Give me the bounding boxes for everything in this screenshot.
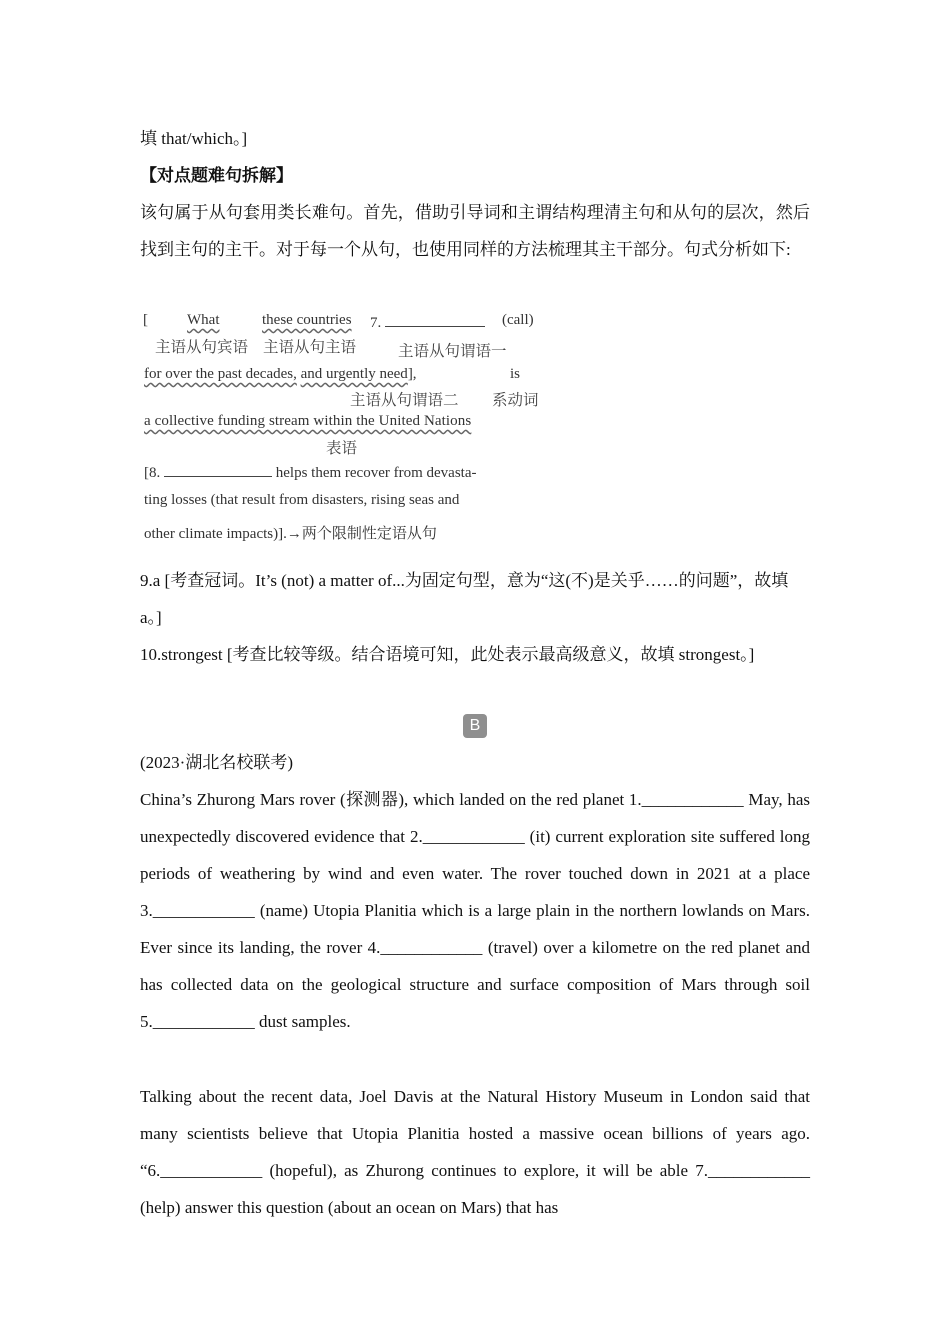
label-subject-clause-subject: 主语从句主语 <box>263 339 357 356</box>
answer-10: 10.strongest [考查比较等级。结合语境可知，此处表示最高级意义，故填 strongest。] <box>140 645 755 664</box>
section-heading: 【对点题难句拆解】 <box>140 166 293 185</box>
diagram-bracket-open: [ <box>143 312 148 328</box>
diagram-is: is <box>510 366 521 382</box>
label-predicative: 表语 <box>326 440 358 457</box>
passage-paragraph-1: China’s Zhurong Mars rover (探测器), which landed on the red planet 1.____________ May, has unexpectedly discovered evidence that 2.____________ (it) current exploration site suffered long periods of weathering by wind and even water. The rover touched down in 2021 at a place 3.____________ (name) Utopia Planitia which is a large plain in the northern lowlands on Mars. Ever since its landing, the rover 4.____________ (travel) over a kilometre on the red planet and has collected data on the geological structure and surface composition of Mars through soil 5.____________ dust samples. <box>140 790 810 1031</box>
analysis-intro: 该句属于从句套用类长难句。首先，借助引导词和主谓结构理清主句和从句的层次，然后找到主句的主干。对于每一个从句，也使用同样的方法梳理其主干部分。句式分析如下: <box>140 203 810 259</box>
diagram-row5: ting losses (that result from disasters, rising seas and <box>144 492 460 508</box>
answer-9: 9.a [考查冠词。It’s (not) a matter of...为固定句型，意为“这(不)是关乎……的问题”，故填 a。] <box>140 571 789 627</box>
passage-source: (2023·湖北名校联考) <box>140 753 293 772</box>
label-subject-clause-predicate-1: 主语从句谓语一 <box>398 343 507 360</box>
section-b-badge: B <box>463 714 487 738</box>
answer-continuation: 填 that/which。] <box>140 129 248 148</box>
label-subject-clause-predicate-2: 主语从句谓语二 <box>350 392 459 409</box>
diagram-predicative: a collective funding stream within the United Nations <box>144 413 472 429</box>
diagram-row6: other climate impacts)].→两个限制性定语从句 <box>144 526 437 542</box>
passage-paragraph-2: Talking about the recent data, Joel Davis at the Natural History Museum in London said that many scientists believe that Utopia Planitia hosted a massive ocean billions of years ago. “6.____________ (hopeful), as Zhurong continues to explore, it will be able 7.____________ (help) answer this question (about an ocean on Mars) that has <box>140 1087 810 1217</box>
diagram-these-countries: these countries <box>262 312 352 328</box>
diagram-row2: for over the past decades, and urgently need], <box>144 366 417 382</box>
diagram-blank-7: 7. <box>370 312 485 332</box>
diagram-row4: [8. helps them recover from devasta- <box>144 462 477 482</box>
label-linking-verb: 系动词 <box>492 392 539 409</box>
diagram-what: What <box>187 312 220 328</box>
diagram-call: (call) <box>502 312 534 328</box>
label-subject-clause-object: 主语从句宾语 <box>155 339 249 356</box>
